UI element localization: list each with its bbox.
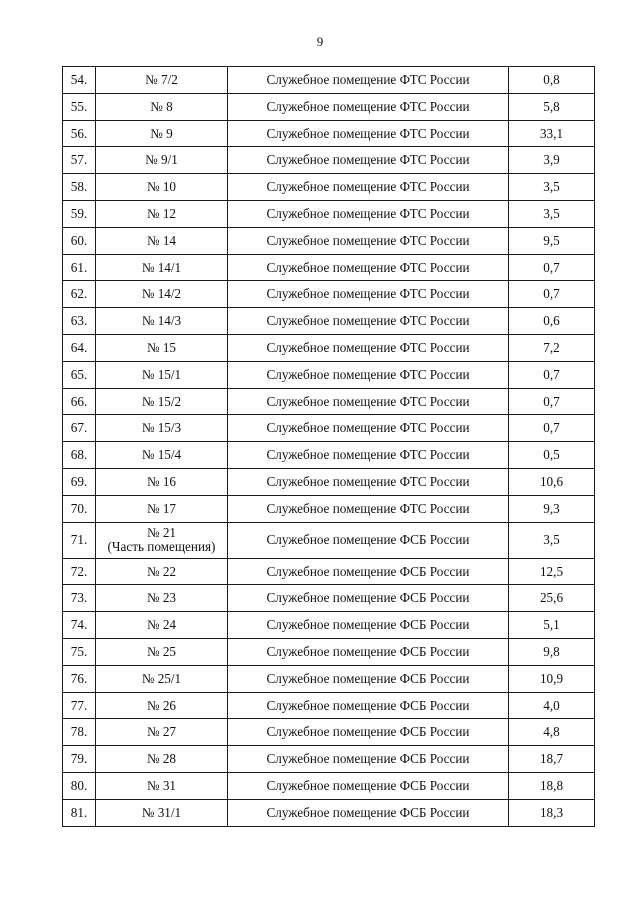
room-number-cell (96, 254, 228, 281)
room-number-cell (96, 638, 228, 665)
table-row (63, 522, 595, 558)
row-number-cell: 69. (63, 468, 96, 495)
room-number-label: № 31 (146, 777, 177, 793)
room-number-label: № 16 (146, 473, 177, 489)
room-number-label: № 26 (146, 697, 177, 713)
table-row (63, 308, 595, 335)
area-cell: 0,6 (509, 308, 595, 335)
room-number-cell (96, 522, 228, 558)
area-cell: 0,7 (509, 361, 595, 388)
area-cell: 0,7 (509, 281, 595, 308)
purpose-cell: Служебное помещение ФТС России (228, 254, 509, 281)
room-number-cell (96, 772, 228, 799)
room-number-cell (96, 442, 228, 469)
room-number-cell (96, 147, 228, 174)
room-number-label: № 10 (146, 179, 177, 195)
purpose-cell: Служебное помещение ФТС России (228, 67, 509, 94)
table-row (63, 254, 595, 281)
area-cell: 3,5 (509, 522, 595, 558)
room-number-cell (96, 799, 228, 826)
row-number-cell: 55. (63, 93, 96, 120)
room-number-label: № 12 (146, 205, 177, 221)
room-note-label: (Часть помещения) (107, 539, 216, 555)
row-number-cell: 65. (63, 361, 96, 388)
row-number-cell: 72. (63, 558, 96, 585)
area-cell: 5,1 (509, 612, 595, 639)
room-number-label: № 23 (146, 590, 177, 606)
table-row (63, 665, 595, 692)
purpose-cell: Служебное помещение ФТС России (228, 495, 509, 522)
table-row (63, 93, 595, 120)
room-number-label: № 15/1 (141, 366, 182, 382)
room-number-cell (96, 200, 228, 227)
table-row (63, 147, 595, 174)
room-number-cell (96, 67, 228, 94)
room-number-label: № 14/1 (141, 259, 182, 275)
room-number-label: № 31/1 (141, 804, 182, 820)
room-number-cell (96, 334, 228, 361)
purpose-cell: Служебное помещение ФТС России (228, 308, 509, 335)
area-cell: 18,8 (509, 772, 595, 799)
room-number-label: № 9 (150, 125, 173, 141)
row-number-cell: 60. (63, 227, 96, 254)
row-number-cell: 54. (63, 67, 96, 94)
room-number-cell (96, 308, 228, 335)
area-cell: 25,6 (509, 585, 595, 612)
row-number-cell: 57. (63, 147, 96, 174)
table-row (63, 388, 595, 415)
purpose-cell: Служебное помещение ФТС России (228, 120, 509, 147)
purpose-cell: Служебное помещение ФТС России (228, 227, 509, 254)
area-cell: 9,5 (509, 227, 595, 254)
purpose-cell: Служебное помещение ФТС России (228, 200, 509, 227)
premises-table-body (63, 67, 595, 827)
room-number-label: № 28 (146, 751, 177, 767)
room-number-cell (96, 388, 228, 415)
area-cell: 7,2 (509, 334, 595, 361)
purpose-cell: Служебное помещение ФТС России (228, 174, 509, 201)
area-cell: 0,5 (509, 442, 595, 469)
area-cell: 10,6 (509, 468, 595, 495)
room-number-label: № 22 (146, 563, 177, 579)
row-number-cell: 75. (63, 638, 96, 665)
table-row (63, 67, 595, 94)
room-number-cell (96, 281, 228, 308)
room-number-label: № 25 (146, 643, 177, 659)
room-number-cell (96, 585, 228, 612)
table-row (63, 174, 595, 201)
row-number-cell: 59. (63, 200, 96, 227)
table-row (63, 468, 595, 495)
room-number-label: № 24 (146, 617, 177, 633)
room-number-label: № 15 (146, 339, 177, 355)
area-cell: 0,7 (509, 254, 595, 281)
row-number-cell: 71. (63, 522, 96, 558)
room-number-label: № 14 (146, 232, 177, 248)
row-number-cell: 64. (63, 334, 96, 361)
row-number-cell: 61. (63, 254, 96, 281)
area-cell: 0,7 (509, 415, 595, 442)
area-cell: 10,9 (509, 665, 595, 692)
purpose-cell: Служебное помещение ФСБ России (228, 665, 509, 692)
area-cell: 9,3 (509, 495, 595, 522)
row-number-cell: 63. (63, 308, 96, 335)
area-cell: 9,8 (509, 638, 595, 665)
room-number-label: № 21 (146, 525, 177, 541)
table-row (63, 746, 595, 773)
area-cell: 4,8 (509, 719, 595, 746)
purpose-cell: Служебное помещение ФСБ России (228, 558, 509, 585)
area-cell: 3,5 (509, 200, 595, 227)
room-number-cell (96, 692, 228, 719)
area-cell: 0,7 (509, 388, 595, 415)
purpose-cell: Служебное помещение ФТС России (228, 281, 509, 308)
purpose-cell: Служебное помещение ФСБ России (228, 799, 509, 826)
room-number-cell (96, 558, 228, 585)
table-row (63, 200, 595, 227)
row-number-cell: 74. (63, 612, 96, 639)
table-row (63, 719, 595, 746)
purpose-cell: Служебное помещение ФСБ России (228, 692, 509, 719)
row-number-cell: 73. (63, 585, 96, 612)
table-row (63, 334, 595, 361)
room-number-cell (96, 495, 228, 522)
table-row (63, 558, 595, 585)
table-row (63, 638, 595, 665)
row-number-cell: 68. (63, 442, 96, 469)
table-row (63, 442, 595, 469)
table-row (63, 585, 595, 612)
table-row (63, 692, 595, 719)
room-number-label: № 7/2 (145, 71, 178, 87)
room-number-label: № 15/3 (141, 420, 182, 436)
row-number-cell: 58. (63, 174, 96, 201)
room-number-cell (96, 361, 228, 388)
room-number-cell (96, 719, 228, 746)
area-cell: 18,3 (509, 799, 595, 826)
room-number-cell (96, 174, 228, 201)
purpose-cell: Служебное помещение ФСБ России (228, 522, 509, 558)
room-number-cell (96, 746, 228, 773)
table-row (63, 799, 595, 826)
room-number-cell (96, 468, 228, 495)
row-number-cell: 62. (63, 281, 96, 308)
purpose-cell: Служебное помещение ФТС России (228, 334, 509, 361)
row-number-cell: 76. (63, 665, 96, 692)
area-cell: 3,5 (509, 174, 595, 201)
room-number-label: № 17 (146, 500, 177, 516)
room-number-cell (96, 665, 228, 692)
row-number-cell: 70. (63, 495, 96, 522)
purpose-cell: Служебное помещение ФТС России (228, 93, 509, 120)
room-number-label: № 14/2 (141, 286, 182, 302)
row-number-cell: 78. (63, 719, 96, 746)
table-row (63, 281, 595, 308)
purpose-cell: Служебное помещение ФСБ России (228, 585, 509, 612)
room-number-label: № 15/4 (141, 447, 182, 463)
purpose-cell: Служебное помещение ФТС России (228, 147, 509, 174)
room-number-label: № 15/2 (141, 393, 182, 409)
row-number-cell: 56. (63, 120, 96, 147)
row-number-cell: 66. (63, 388, 96, 415)
table-row (63, 415, 595, 442)
room-number-cell (96, 415, 228, 442)
area-cell: 33,1 (509, 120, 595, 147)
table-row (63, 120, 595, 147)
room-number-label: № 27 (146, 724, 177, 740)
row-number-cell: 80. (63, 772, 96, 799)
purpose-cell: Служебное помещение ФСБ России (228, 719, 509, 746)
purpose-cell: Служебное помещение ФТС России (228, 388, 509, 415)
row-number-cell: 67. (63, 415, 96, 442)
area-cell: 12,5 (509, 558, 595, 585)
area-cell: 0,8 (509, 67, 595, 94)
room-number-cell (96, 612, 228, 639)
table-row (63, 227, 595, 254)
room-number-cell (96, 93, 228, 120)
purpose-cell: Служебное помещение ФТС России (228, 415, 509, 442)
area-cell: 5,8 (509, 93, 595, 120)
area-cell: 18,7 (509, 746, 595, 773)
area-cell: 4,0 (509, 692, 595, 719)
purpose-cell: Служебное помещение ФСБ России (228, 612, 509, 639)
row-number-cell: 81. (63, 799, 96, 826)
room-number-label: № 9/1 (145, 152, 178, 168)
area-cell: 3,9 (509, 147, 595, 174)
page-number: 9 (316, 34, 324, 49)
room-number-label: № 8 (150, 98, 173, 114)
purpose-cell: Служебное помещение ФСБ России (228, 638, 509, 665)
purpose-cell: Служебное помещение ФСБ России (228, 772, 509, 799)
purpose-cell: Служебное помещение ФТС России (228, 468, 509, 495)
purpose-cell: Служебное помещение ФСБ России (228, 746, 509, 773)
table-row (63, 361, 595, 388)
room-number-label: № 14/3 (141, 313, 182, 329)
table-row (63, 495, 595, 522)
room-number-cell (96, 120, 228, 147)
purpose-cell: Служебное помещение ФТС России (228, 442, 509, 469)
table-row (63, 772, 595, 799)
room-number-label: № 25/1 (141, 670, 182, 686)
table-row (63, 612, 595, 639)
room-number-cell (96, 227, 228, 254)
premises-table (62, 66, 595, 827)
row-number-cell: 77. (63, 692, 96, 719)
row-number-cell: 79. (63, 746, 96, 773)
purpose-cell: Служебное помещение ФТС России (228, 361, 509, 388)
